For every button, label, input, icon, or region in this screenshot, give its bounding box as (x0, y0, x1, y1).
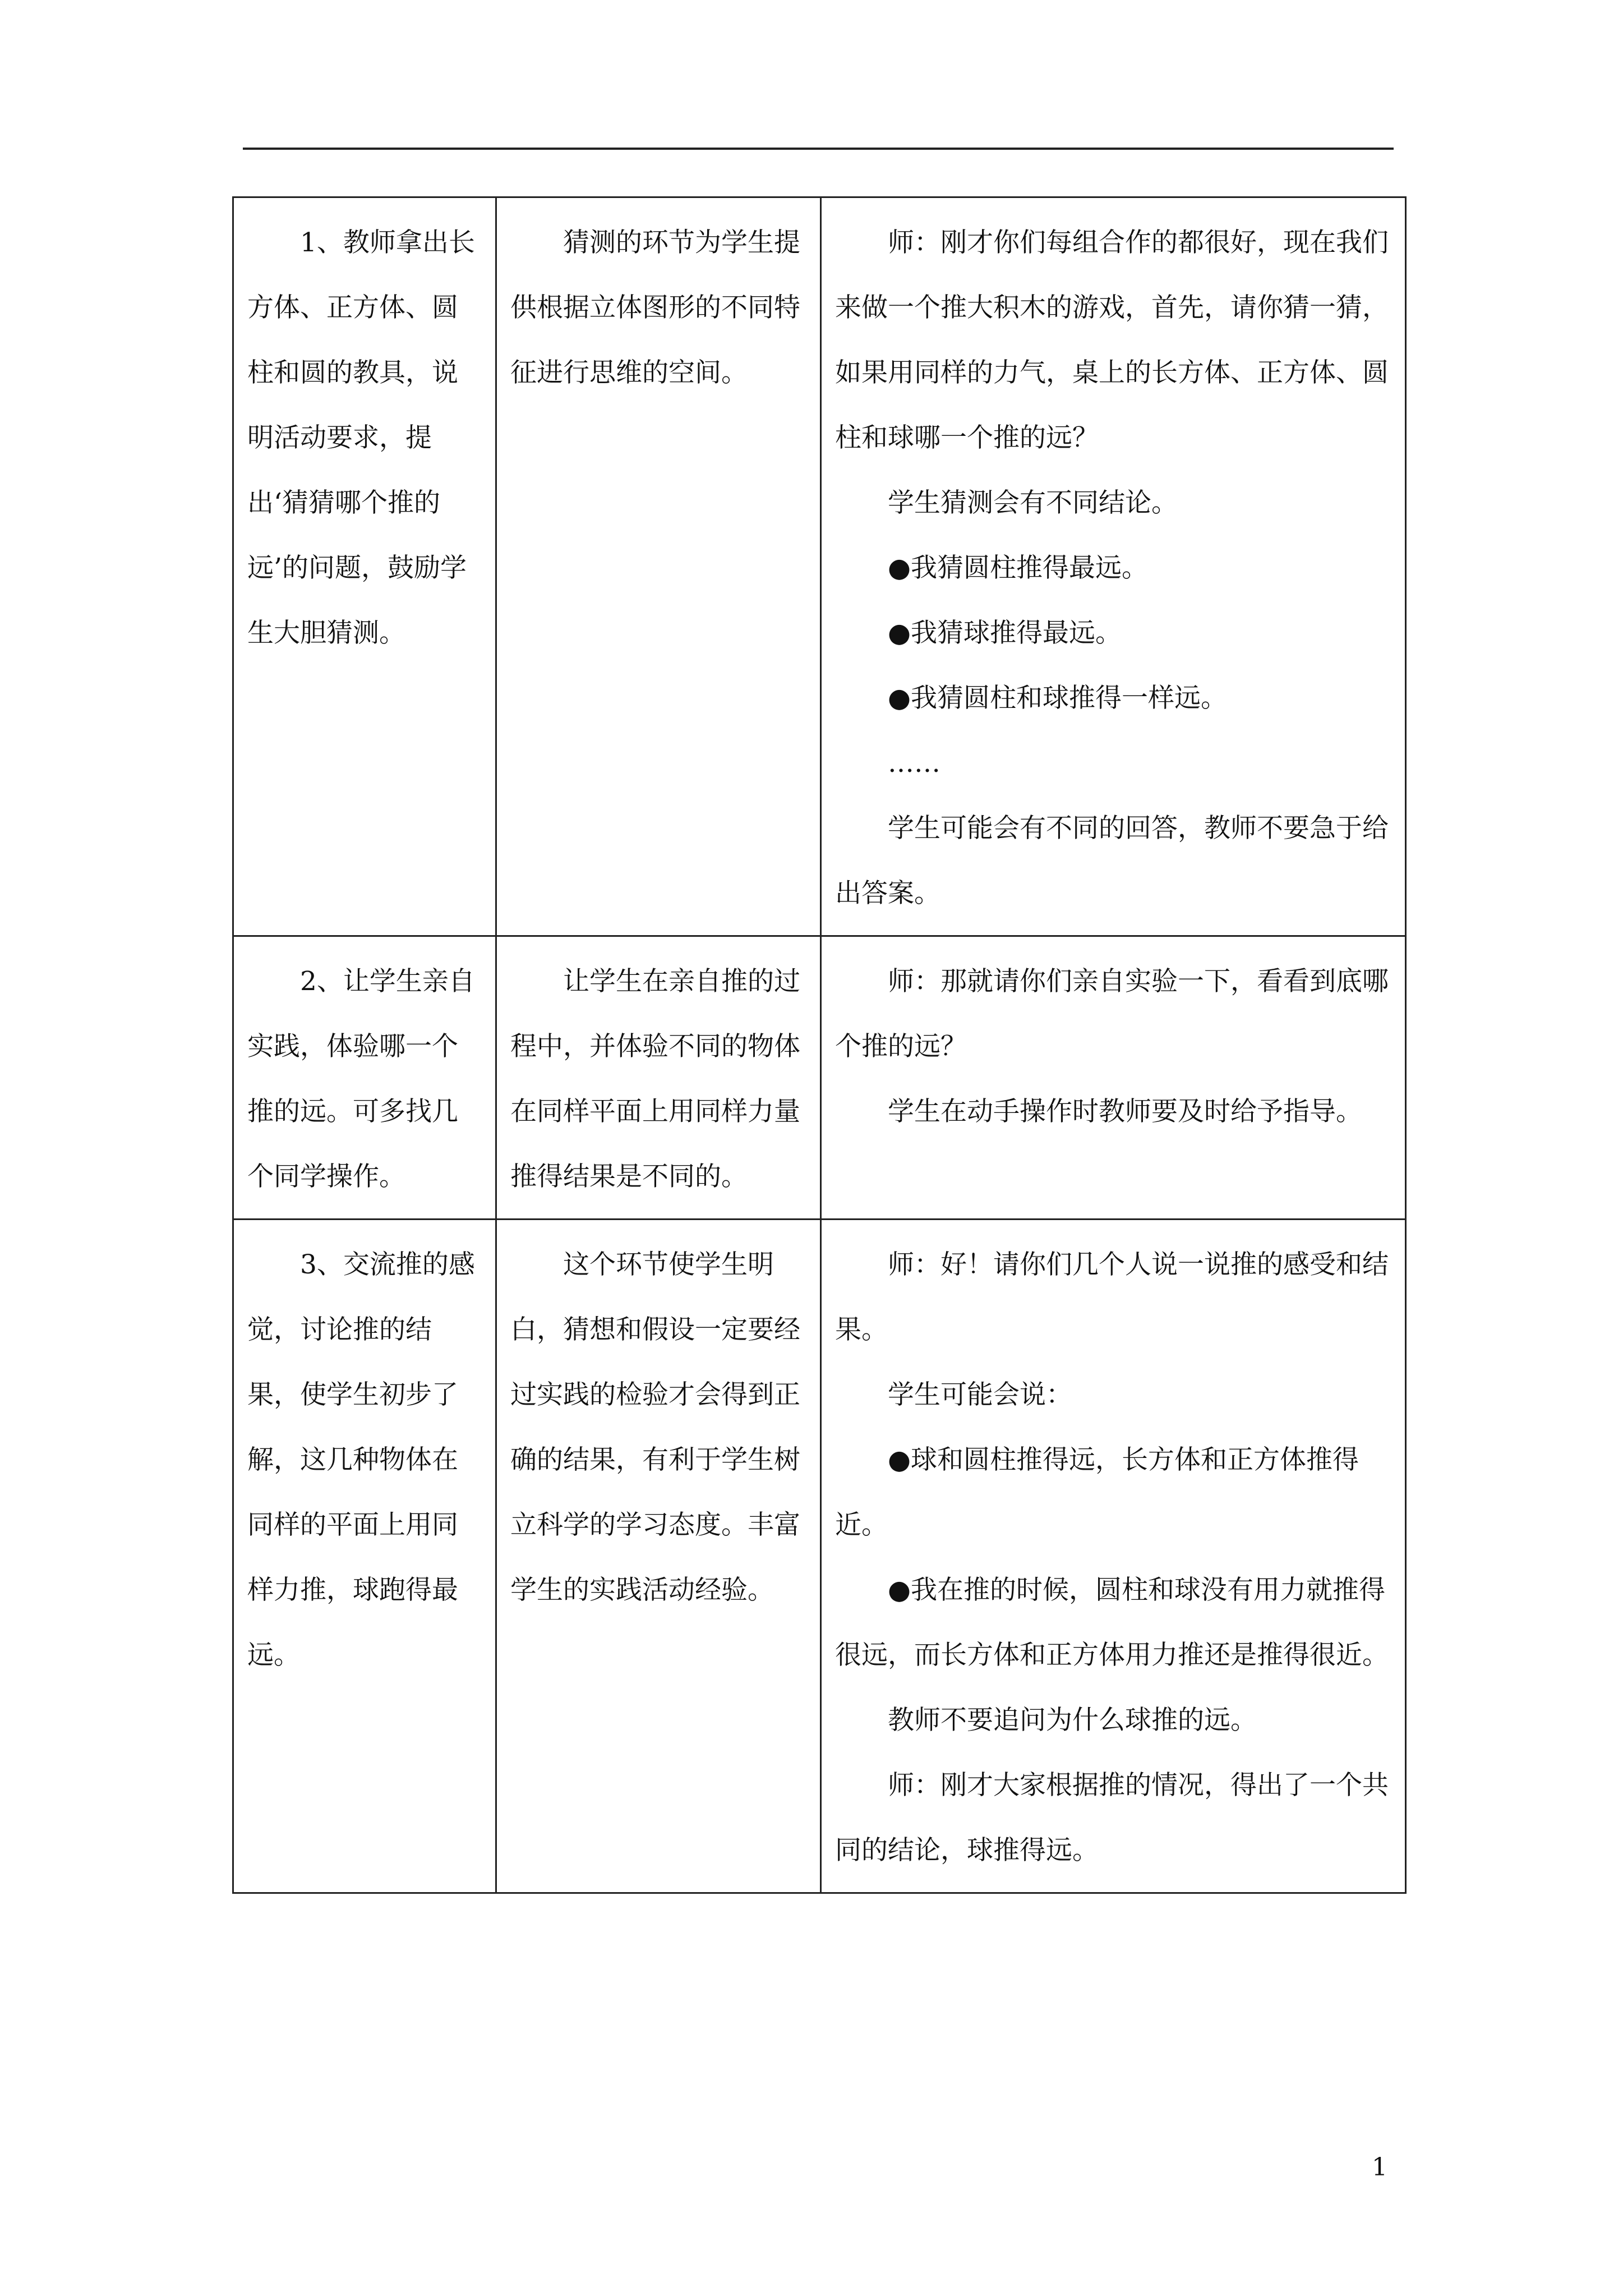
process-paragraph: …… (888, 748, 940, 779)
page-number: 1 (1372, 2153, 1387, 2182)
table-row (233, 197, 1406, 936)
process-paragraph: 学生可能会有不同的回答，教师不要急于给出答案。 (835, 813, 1389, 909)
process-paragraph: 师：好！请你们几个人说一说推的感受和结果。 (835, 1249, 1389, 1345)
activity-text: 2、让学生亲自实践，体验哪一个推的远。可多找几个同学操作。 (247, 966, 475, 1192)
process-paragraph: 师：刚才你们每组合作的都很好，现在我们来做一个推大积木的游戏，首先，请你猜一猜，如果用同样的力气，桌上的长方体、正方体、圆柱和球哪一个推的远？ (835, 227, 1389, 453)
process-cell (821, 936, 1406, 1220)
process-paragraph: 师：刚才大家根据推的情况，得出了一个共同的结论，球推得远。 (835, 1770, 1389, 1866)
intent-cell (496, 197, 821, 936)
intent-text: 猜测的环节为学生提供根据立体图形的不同特征进行思维的空间。 (510, 227, 800, 388)
process-paragraph: ●我猜球推得最远。 (888, 618, 1122, 648)
lesson-plan-table (232, 196, 1407, 1894)
activity-text: 1、教师拿出长方体、正方体、圆柱和圆的教具，说明活动要求，提出‘猜猜哪个推的远’的问题，鼓励学生大胆猜测。 (247, 227, 475, 648)
activity-cell (233, 197, 496, 936)
process-paragraph: ●我猜圆柱推得最远。 (888, 553, 1149, 583)
activity-text: 3、交流推的感觉，讨论推的结果，使学生初步了解，这几种物体在同样的平面上用同样力推，球跑得最远。 (247, 1249, 475, 1671)
process-paragraph: 学生猜测会有不同结论。 (888, 487, 1178, 518)
process-paragraph: ●我猜圆柱和球推得一样远。 (888, 683, 1228, 714)
intent-text: 让学生在亲自推的过程中，并体验不同的物体在同样平面上用同样力量推得结果是不同的。 (510, 966, 800, 1192)
intent-text: 这个环节使学生明白，猜想和假设一定要经过实践的检验才会得到正确的结果，有利于学生树立科学的学习态度。丰富学生的实践活动经验。 (510, 1249, 800, 1605)
intent-cell (496, 1220, 821, 1893)
process-paragraph: 师：那就请你们亲自实验一下，看看到底哪个推的远？ (835, 966, 1389, 1062)
process-cell (821, 197, 1406, 936)
table-row (233, 1220, 1406, 1893)
process-paragraph: ●球和圆柱推得远，长方体和正方体推得近。 (835, 1444, 1359, 1540)
process-paragraph: 学生在动手操作时教师要及时给予指导。 (888, 1096, 1362, 1127)
process-cell (821, 1220, 1406, 1893)
process-paragraph: ●我在推的时候，圆柱和球没有用力就推得很远，而长方体和正方体用力推还是推得很近。 (835, 1575, 1389, 1671)
activity-cell (233, 936, 496, 1220)
process-paragraph: 教师不要追问为什么球推的远。 (888, 1705, 1257, 1736)
header-rule (243, 148, 1394, 150)
intent-cell (496, 936, 821, 1220)
table-row (233, 936, 1406, 1220)
activity-cell (233, 1220, 496, 1893)
process-paragraph: 学生可能会说： (888, 1379, 1072, 1410)
